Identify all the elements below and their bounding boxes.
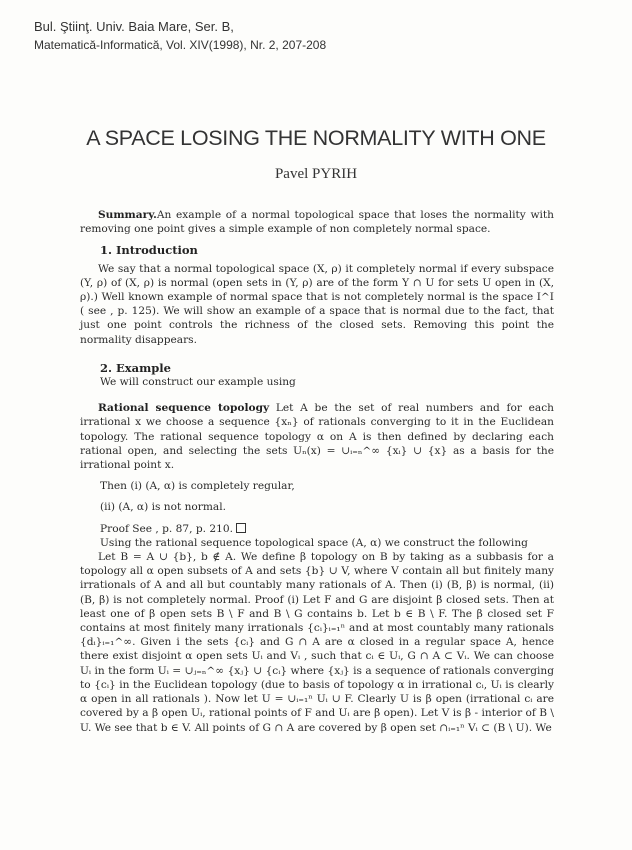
journal-header-line1: Bul. Ştiinţ. Univ. Baia Mare, Ser. B, <box>34 19 234 34</box>
rational-sequence-label: Rational sequence topology <box>98 402 270 415</box>
introduction-paragraph: We say that a normal topological space (X, ρ) it completely normal if every subspace (Y, ρ) of (X, ρ) is normal (open sets in (Y, ρ) are of the form Y ∩ U for sets U open in (X, ρ).) Well known example of normal space that is not completely normal is the space I^I ( see , p. 125). We will show an example of a space that is normal due to the fact, that just one point controls the richness of the closed sets. Removing this point the normality disappears. <box>80 262 554 346</box>
proof-reference <box>100 522 554 536</box>
qed-icon <box>236 523 246 533</box>
section-example-heading: 2. Example <box>100 360 171 375</box>
summary-text: An example of a normal topological space that loses the normality with removing one point gives a simple example of non completely normal space. <box>80 209 554 236</box>
journal-header-line2: Matematică-Informatică, Vol. XIV(1998), Nr. 2, 207-208 <box>34 38 327 52</box>
paper-title: A SPACE LOSING THE NORMALITY WITH ONE <box>86 126 546 150</box>
construction-intro: Using the rational sequence topological space (A, α) we construct the following <box>100 536 528 549</box>
example-intro: We will construct our example using <box>100 376 296 389</box>
property-item-1: Then (i) (A, α) is completely regular, <box>100 480 295 493</box>
rational-sequence-text: Let A be the set of real numbers and for each irrational x we choose a sequence {xₙ} of rationals converging to it in the Euclidean topology. The rational sequence topology α on A is then defined by declaring each rational open, and selecting the sets Uₙ(x) = ∪ᵢ₌ₙ^∞ {xᵢ} ∪ {x} as a basis for the irrational point x. <box>80 402 554 472</box>
paper-author: Pavel PYRIH <box>274 166 358 182</box>
construction-paragraph: Let B = A ∪ {b}, b ∉ A. We define β topology on B by taking as a subbasis for a topology all α open subsets of A and sets {b} ∪ V, where V contain all but finitely many irrationals of A and all but countably many rationals of A. Then (i) (B, β) is normal, (ii) (B, β) is not completely normal. Proof (i) Let F and G are disjoint β closed sets. Then at least one of β open sets B \ F and B \ G contains b. Let b ∈ B \ F. The β closed set F contains at most finitely many irrationals {cᵢ}ᵢ₌₁ⁿ and at most countably many rationals {dᵢ}ᵢ₌₁^∞. Given i the sets {cᵢ} and G ∩ A are α closed in a regular space A, hence there exist disjoint α open sets Uᵢ and Vᵢ , such that cᵢ ∈ Uᵢ, G ∩ A ⊂ Vᵢ. We can choose Uᵢ in the form Uᵢ = ∪ⱼ₌ₙ^∞ {xⱼ} ∪ {cᵢ} where {xⱼ} is a sequence of rationals converging to {cᵢ} in the Euclidean topology (due to basis of topology α in irrational cᵢ, Uᵢ is clearly α open in all rationals ). Now let U = ∪ᵢ₌₁ⁿ Uᵢ ∪ F. Clearly U is β open (irrational cᵢ are covered by a β open Uᵢ, rational points of F and Uᵢ are β open). Let V is β - interior of B \ U. We see that b ∈ V. All points of G ∩ A are covered by β open set ∩ᵢ₌₁ⁿ Vᵢ ⊂ (B \ U). We <box>80 551 554 734</box>
summary-paragraph <box>80 208 554 236</box>
section-introduction-heading: 1. Introduction <box>100 243 198 258</box>
journal-header <box>34 17 326 55</box>
rational-sequence-paragraph <box>80 401 554 472</box>
proof-reference-text: Proof See , p. 87, p. 210. <box>100 522 233 535</box>
paper-body <box>80 208 554 735</box>
summary-label: Summary. <box>98 209 157 221</box>
property-item-2: (ii) (A, α) is not normal. <box>100 501 226 514</box>
